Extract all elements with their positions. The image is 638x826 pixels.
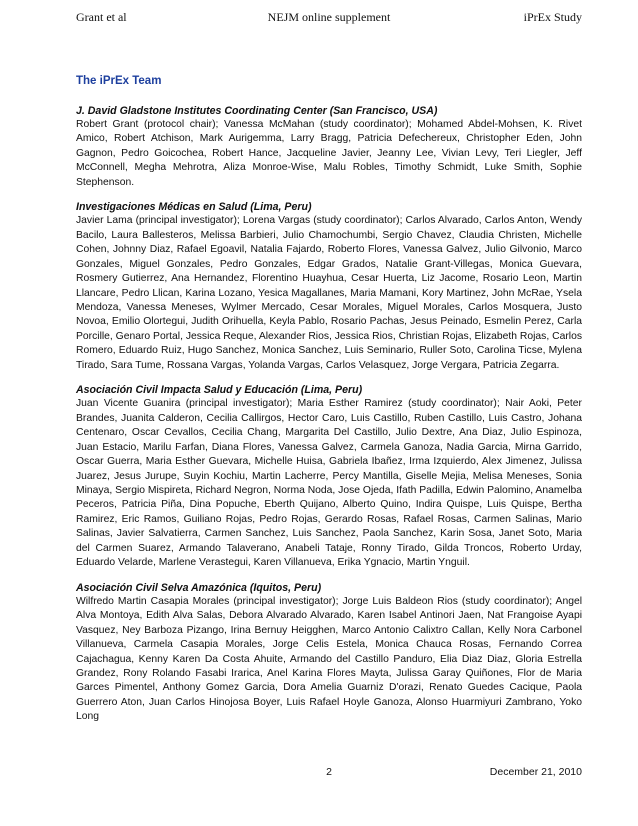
section-impacta-lima xyxy=(76,383,582,570)
section-members: Juan Vicente Guanira (principal investigator); Maria Esther Ramirez (study coordinator); Nair Aoki, Peter Brandes, Juanita Calderon, Cecilia Callirgos, Hector Caro, Luis Castillo, Ruben Castillo, Luis Castro, Johana Centenaro, Oscar Cevallos, Cecilia Chang, Margarita Del Castillo, Julio Dextre, Ana Diaz, Julio Espinoza, Juan Estacio, Marilu Farfan, Diana Flores, Vanessa Galvez, Carmela Ganoza, Nadia Garcia, Mirna Garrido, Oscar Guerra, Maria Esther Guevara, Michelle Huisa, Gabriela Ibañez, Irma Izquierdo, Alex Jimenez, Julissa Juarez, Jesus Jurupe, Suyin Kochiu, Martin Lacherre, Percy Mantilla, Giselle Mejia, Melisa Meneses, Sonia Minaya, Sergio Mispireta, Richard Negron, Norma Noda, Jose Ojeda, Ifath Padilla, Edwin Palomino, Anamelba Peceros, Patricia Piña, Dina Popuche, Eberth Quijano, Alberto Quino, Indira Quispe, Luis Quispe, Bertha Ramirez, Eric Ramos, Guiliano Rojas, Pedro Rojas, Gerardo Rosas, Rafael Rosas, Carmen Salinas, Mario Salinas, Javier Salvatierra, Carmen Sanchez, Luis Sanchez, Paola Sanchez, Karin Sosa, Janet Soto, Maria del Carmen Suarez, Armando Talaverano, Anabeli Tataje, Ronny Tirado, Gilda Troncos, Roberto Urday, Eduardo Velarde, Marlene Verastegui, Karen Villanueva, Erika Ygnacio, Martin Ynguil. xyxy=(76,398,582,569)
page-number: 2 xyxy=(326,766,332,778)
section-heading: Asociación Civil Impacta Salud y Educación (Lima, Peru) xyxy=(76,384,363,397)
section-heading: J. David Gladstone Institutes Coordinating Center (San Francisco, USA) xyxy=(76,105,438,117)
section-heading: Asociación Civil Selva Amazónica (Iquitos, Peru) xyxy=(76,581,322,594)
section-members: Robert Grant (protocol chair); Vanessa McMahan (study coordinator); Mohamed Abdel-Mohsen, K. Rivet Amico, Robert Atchison, Mark Aurigemma, Larry Bragg, Patricia Defechereux, Christopher Eden, John Gagnon, Pedro Goicochea, Robert Hance, Jacqueline Javier, Jeanny Lee, Vivian Levy, Teri Liegler, Jeff McConnell, Megha Mehrotra, Aliza Monroe-Wise, Malu Robles, Timothy Schmidt, Luke Smith, Sophie Stephenson. xyxy=(76,119,582,188)
section-selva-iquitos xyxy=(76,581,582,725)
section-gladstone xyxy=(76,104,582,190)
running-header xyxy=(76,10,582,26)
section-members: Javier Lama (principal investigator); Lorena Vargas (study coordinator); Carlos Alvarado, Carlos Anton, Wendy Bacilo, Laura Ballesteros, Melissa Barbieri, Julio Chamochumbi, Sergio Chavez, Claudia Christen, Michelle Cohen, Johnny Diaz, Rafael Egoavil, Natalia Fajardo, Roberto Flores, Vanessa Galvez, Julio Gilvonio, Marco Gonzales, Miguel Gonzales, Pedro Gonzales, Edgar Grados, Natalie Grant-Villegas, Monica Guevara, Rosmery Gutierrez, Ana Hernandez, Florentino Huayhua, Cesar Huerta, Liz Jacome, Rosario Leon, Martin Llancare, Pedro Llican, Karina Lozano, Yesica Magallanes, Maria Mamani, Kory Martinez, John McRae, Ysela Mendoza, Vanessa Meneses, Wylmer Mercado, Cesar Morales, Miguel Morales, Carlos Mosquera, Justo Novoa, Emilio Olortegui, Judith Orihuella, Keyla Pablo, Rosario Pachas, Jesus Peinado, Esmelin Perez, Carla Porcille, Genaro Portal, Jessica Reque, Alexander Rios, Jessica Rios, Christian Rojas, Elizabeth Rojas, Carlos Romero, Eduardo Ruiz, Hugo Sanchez, Monica Sanchez, Luis Seminario, Ruller Soto, Carolina Ticse, Mylena Tirado, Sara Tume, Rossana Vargas, Yolanda Vargas, Carlos Velasquez, Jorge Vergara, Patricia Zegarra. xyxy=(76,215,582,371)
header-authors: Grant et al xyxy=(76,10,127,24)
footer-date: December 21, 2010 xyxy=(489,766,582,778)
section-members: Wilfredo Martin Casapia Morales (principal investigator); Jorge Luis Baldeon Rios (study coordinator); Angel Alva Montoya, Edith Alva Salas, Debora Alvarado Alvarado, Karen Isabel Antinori Jaen, Nat Frangoise Ayapi Vasquez, Ney Barboza Pizango, Irina Bernuy Heigghen, Marco Antonio Calixtro Callan, Kelly Nora Carbonel Villanueva, Carmela Casapia Morales, Jorge Celis Estela, Monica Chauca Rosas, Fernando Correa Cajachagua, Kenny Karen Da Costa Ahuite, Armando del Castillo Panduro, Elia Diaz Diaz, Gloria Estrella Grandez, Rony Rolando Fasabi Irarica, Anel Karina Flores Mayta, Julissa Garay Quiñones, Flor de Maria Garces Pimentel, Anthony Gomez Garcia, Dora Amelia Guarniz D'orazi, Renato Guedes Cacique, Paola Guerrero Aton, Juan Carlos Hinojosa Boyer, Luis Rafael Hoyle Ganoza, Alonso Huarmiyuri Zambrano, Yoko Long xyxy=(76,595,582,723)
document-body xyxy=(76,74,582,735)
section-heading: Investigaciones Médicas en Salud (Lima, Peru) xyxy=(76,201,312,214)
page-title: The iPrEx Team xyxy=(76,75,162,87)
page-footer xyxy=(76,766,582,780)
header-study: iPrEx Study xyxy=(523,10,582,24)
section-ims-lima xyxy=(76,200,582,373)
header-journal: NEJM online supplement xyxy=(267,10,391,24)
